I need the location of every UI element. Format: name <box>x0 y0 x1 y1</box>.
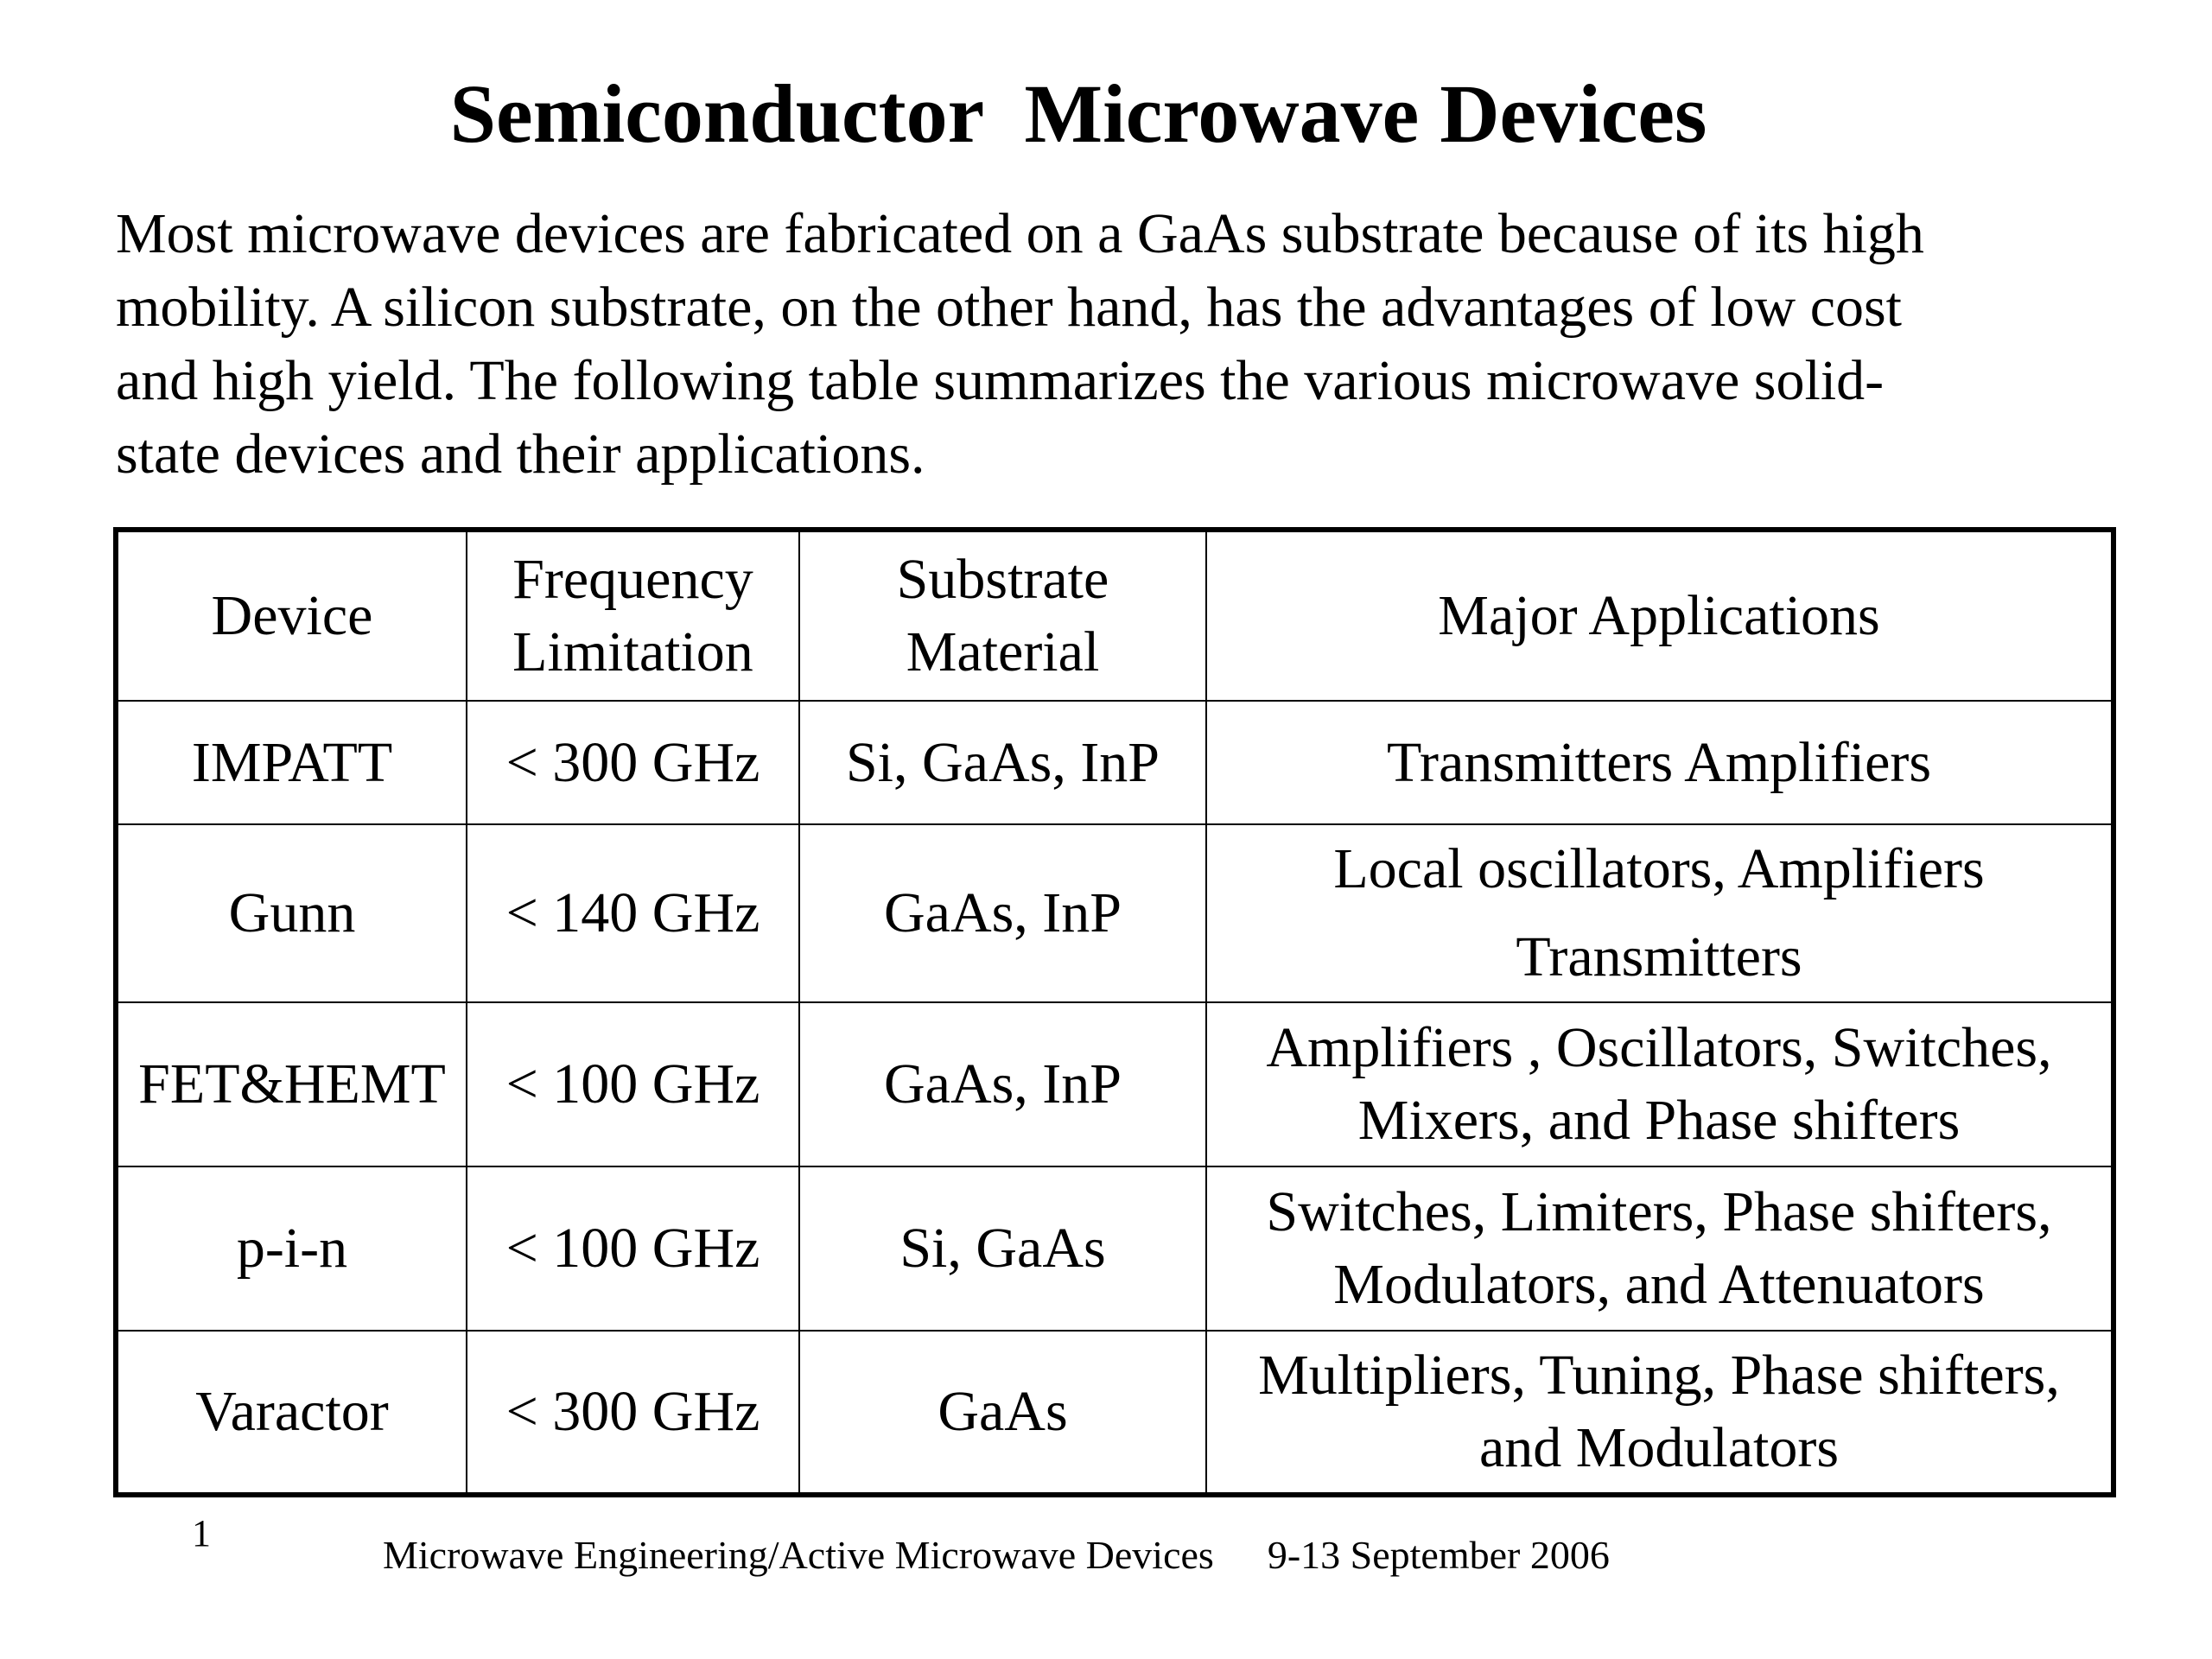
cell-device: Gunn <box>116 824 467 1002</box>
footer-course: Microwave Engineering/Active Microwave Devices <box>383 1533 1214 1577</box>
intro-line: mobility. A silicon substrate, on the other hand, has the advantages of low cost <box>116 276 1903 339</box>
header-applications <box>1206 530 2113 701</box>
cell-device: p-i-n <box>116 1166 467 1331</box>
cell-frequency: < 140 GHz <box>467 824 799 1002</box>
application-line: Transmitters Amplifiers <box>1386 730 1932 794</box>
page-title: Semiconductor Microwave Devices <box>449 67 1707 160</box>
application-line: Transmitters <box>1516 925 1802 988</box>
application-line: Local oscillators, Amplifiers <box>1333 837 1985 900</box>
header-frequency-line: Limitation <box>512 620 753 683</box>
table-row <box>116 1002 2113 1166</box>
header-frequency <box>467 530 799 701</box>
cell-frequency: < 300 GHz <box>467 701 799 824</box>
application-line: Multipliers, Tuning, Phase shifters, <box>1258 1344 2060 1407</box>
header-substrate-line: Material <box>906 620 1100 683</box>
table-row <box>116 701 2113 824</box>
cell-substrate: GaAs, InP <box>799 824 1206 1002</box>
table-row <box>116 1166 2113 1331</box>
cell-applications <box>1206 1331 2113 1495</box>
intro-line: and high yield. The following table summarizes the various microwave solid- <box>116 349 1885 412</box>
cell-frequency: < 300 GHz <box>467 1331 799 1495</box>
cell-substrate: GaAs <box>799 1331 1206 1495</box>
application-line: Modulators, and Attenuators <box>1333 1253 1985 1316</box>
application-line: Amplifiers , Oscillators, Switches, <box>1266 1016 2052 1079</box>
cell-applications <box>1206 824 2113 1002</box>
device-table <box>113 527 2116 1497</box>
cell-applications <box>1206 701 2113 824</box>
application-line: Mixers, and Phase shifters <box>1357 1089 1961 1152</box>
header-substrate <box>799 530 1206 701</box>
footer <box>383 1531 1610 1580</box>
table-header-row <box>116 530 2113 701</box>
table-row <box>116 1331 2113 1495</box>
cell-device: Varactor <box>116 1331 467 1495</box>
header-frequency-line: Frequency <box>512 548 753 611</box>
footer-date: 9-13 September 2006 <box>1267 1533 1610 1577</box>
cell-substrate: GaAs, InP <box>799 1002 1206 1166</box>
cell-device: FET&HEMT <box>116 1002 467 1166</box>
header-device-label: Device <box>211 584 373 647</box>
cell-frequency: < 100 GHz <box>467 1166 799 1331</box>
header-device <box>116 530 467 701</box>
header-applications-label: Major Applications <box>1438 584 1880 647</box>
cell-device: IMPATT <box>116 701 467 824</box>
cell-substrate: Si, GaAs <box>799 1166 1206 1331</box>
table-row <box>116 824 2113 1002</box>
intro-line: Most microwave devices are fabricated on a GaAs substrate because of its high <box>116 202 1924 265</box>
header-substrate-line: Substrate <box>896 548 1109 611</box>
cell-substrate: Si, GaAs, InP <box>799 701 1206 824</box>
cell-applications <box>1206 1166 2113 1331</box>
application-line: and Modulators <box>1478 1416 1840 1479</box>
intro-line: state devices and their applications. <box>116 423 925 486</box>
slide-number: 1 <box>192 1512 211 1554</box>
cell-applications <box>1206 1002 2113 1166</box>
intro-paragraph <box>116 197 2129 491</box>
cell-frequency: < 100 GHz <box>467 1002 799 1166</box>
application-line: Switches, Limiters, Phase shifters, <box>1266 1180 2052 1243</box>
